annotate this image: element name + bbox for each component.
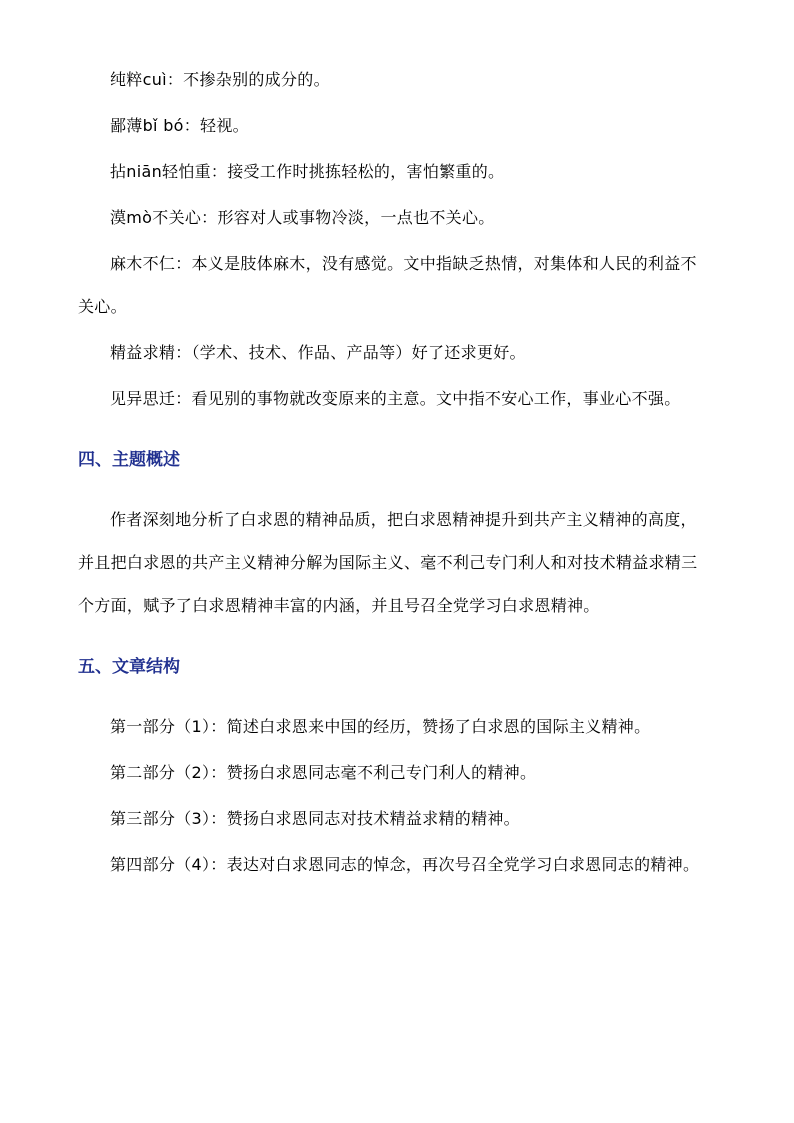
section-heading-structure: 五、文章结构 bbox=[78, 657, 180, 677]
vocab-item: 麻木不仁：本义是肢体麻木，没有感觉。文中指缺乏热情，对集体和人民的利益不关心。 bbox=[78, 254, 697, 316]
vocab-item: 纯粹cuì：不掺杂别的成分的。 bbox=[110, 70, 330, 89]
vocab-item: 见异思迁：看见别的事物就改变原来的主意。文中指不安心工作，事业心不强。 bbox=[110, 389, 681, 408]
structure-part: 第二部分（2）：赞扬白求恩同志毫不利己专门利人的精神。 bbox=[110, 763, 537, 782]
vocabulary-list bbox=[78, 58, 712, 420]
theme-paragraph: 作者深刻地分析了白求恩的精神品质，把白求恩精神提升到共产主义精神的高度，并且把白求恩的共产主义精神分解为国际主义、毫不利己专门利人和对技术精益求精三个方面，赋予了白求恩精神丰富的内涵，并且号召全党学习白求恩精神。 bbox=[78, 510, 698, 615]
section-heading-theme: 四、主题概述 bbox=[78, 450, 180, 470]
vocab-item: 拈niān轻怕重：接受工作时挑拣轻松的，害怕繁重的。 bbox=[110, 162, 505, 181]
section-structure bbox=[78, 651, 712, 886]
structure-part: 第四部分（4）：表达对白求恩同志的悼念，再次号召全党学习白求恩同志的精神。 bbox=[110, 855, 700, 874]
structure-part: 第一部分（1）：简述白求恩来中国的经历，赞扬了白求恩的国际主义精神。 bbox=[110, 717, 651, 736]
section-theme bbox=[78, 444, 712, 627]
vocab-item: 精益求精：（学术、技术、作品、产品等）好了还求更好。 bbox=[110, 343, 526, 362]
vocab-item: 鄙薄bǐ bó：轻视。 bbox=[110, 116, 249, 135]
vocab-item: 漠mò不关心：形容对人或事物冷淡，一点也不关心。 bbox=[110, 208, 495, 227]
structure-part: 第三部分（3）：赞扬白求恩同志对技术精益求精的精神。 bbox=[110, 809, 520, 828]
